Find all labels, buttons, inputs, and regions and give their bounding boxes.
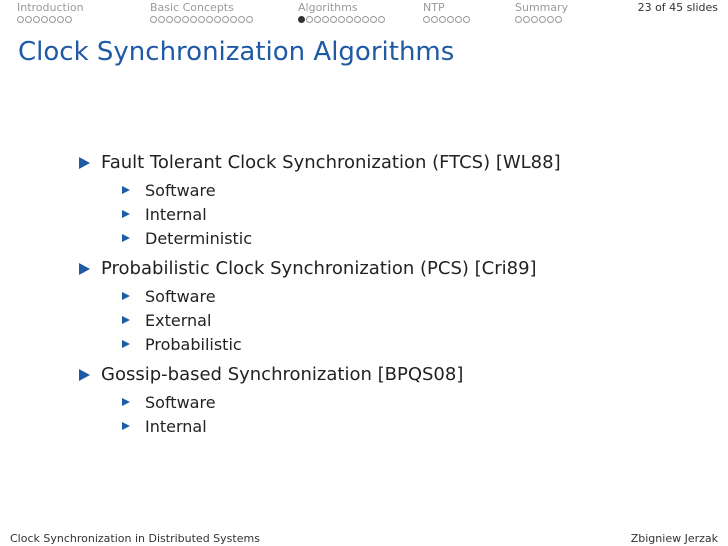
slide-dot[interactable] — [547, 16, 554, 23]
slide-dot[interactable] — [150, 16, 157, 23]
slide-dot[interactable] — [447, 16, 454, 23]
slide-dot[interactable] — [354, 16, 361, 23]
slide-dot[interactable] — [25, 16, 32, 23]
slide-dot[interactable] — [306, 16, 313, 23]
nav-dots[interactable] — [17, 16, 84, 23]
slide-dot[interactable] — [523, 16, 530, 23]
slide-dot[interactable] — [17, 16, 24, 23]
bullet-item: Gossip-based Synchronization [BPQS08] — [101, 364, 464, 385]
bullet-triangle-icon — [79, 157, 90, 169]
slide-dot[interactable] — [222, 16, 229, 23]
slide-dot[interactable] — [41, 16, 48, 23]
slide-dot[interactable] — [238, 16, 245, 23]
slide-dot[interactable] — [362, 16, 369, 23]
slide-dot[interactable] — [230, 16, 237, 23]
slide-dot[interactable] — [246, 16, 253, 23]
slide-dot[interactable] — [455, 16, 462, 23]
slide-dot[interactable] — [439, 16, 446, 23]
sub-bullet-triangle-icon — [122, 422, 130, 430]
bullet-item: Fault Tolerant Clock Synchronization (FTCS) [WL88] — [101, 152, 561, 173]
slide-counter: 23 of 45 slides — [637, 1, 718, 14]
sub-bullet-item: Internal — [145, 205, 207, 224]
slide-dot[interactable] — [33, 16, 40, 23]
slide-dot[interactable] — [198, 16, 205, 23]
slide-dot[interactable] — [322, 16, 329, 23]
slide-dot[interactable] — [174, 16, 181, 23]
slide-dot[interactable] — [330, 16, 337, 23]
nav-dots[interactable] — [423, 16, 470, 23]
slide-dot[interactable] — [463, 16, 470, 23]
sub-bullet-triangle-icon — [122, 398, 130, 406]
slide-dot[interactable] — [346, 16, 353, 23]
nav-label: Basic Concepts — [150, 1, 234, 14]
slide-dot[interactable] — [206, 16, 213, 23]
slide-dot[interactable] — [158, 16, 165, 23]
nav-section-algorithms[interactable] — [298, 1, 385, 23]
nav-dots[interactable] — [150, 16, 253, 23]
slide-dot[interactable] — [431, 16, 438, 23]
nav-label: Algorithms — [298, 1, 358, 14]
slide-dot[interactable] — [214, 16, 221, 23]
bullet-triangle-icon — [79, 369, 90, 381]
slide-dot[interactable] — [49, 16, 56, 23]
slide-dot[interactable] — [314, 16, 321, 23]
nav-section-ntp[interactable] — [423, 1, 470, 23]
nav-label: Summary — [515, 1, 569, 14]
slide-dot[interactable] — [190, 16, 197, 23]
slide-dot[interactable] — [423, 16, 430, 23]
bullet-triangle-icon — [79, 263, 90, 275]
slide-dot[interactable] — [555, 16, 562, 23]
slide-dot[interactable] — [338, 16, 345, 23]
slide-dot[interactable] — [539, 16, 546, 23]
slide-dot[interactable] — [378, 16, 385, 23]
sub-bullet-item: Software — [145, 181, 216, 200]
slide-dot[interactable] — [166, 16, 173, 23]
slide-dot[interactable] — [370, 16, 377, 23]
nav-section-introduction[interactable] — [17, 1, 84, 23]
bullet-item: Probabilistic Clock Synchronization (PCS) [Cri89] — [101, 258, 537, 279]
nav-label: NTP — [423, 1, 445, 14]
sub-bullet-triangle-icon — [122, 316, 130, 324]
slide-title: Clock Synchronization Algorithms — [18, 37, 455, 67]
sub-bullet-item: Software — [145, 393, 216, 412]
footer-author: Zbigniew Jerzak — [630, 532, 718, 545]
slide-dot[interactable] — [515, 16, 522, 23]
sub-bullet-item: Software — [145, 287, 216, 306]
slide-dot[interactable] — [531, 16, 538, 23]
sub-bullet-item: Probabilistic — [145, 335, 242, 354]
sub-bullet-triangle-icon — [122, 292, 130, 300]
sub-bullet-triangle-icon — [122, 210, 130, 218]
slide-dot[interactable] — [182, 16, 189, 23]
sub-bullet-triangle-icon — [122, 340, 130, 348]
nav-section-basic-concepts[interactable] — [150, 1, 253, 23]
nav-dots[interactable] — [515, 16, 568, 23]
sub-bullet-item: Internal — [145, 417, 207, 436]
nav-label: Introduction — [17, 1, 84, 14]
sub-bullet-triangle-icon — [122, 186, 130, 194]
current-slide-dot[interactable] — [298, 16, 305, 23]
slide-dot[interactable] — [65, 16, 72, 23]
sub-bullet-item: Deterministic — [145, 229, 253, 248]
sub-bullet-item: External — [145, 311, 212, 330]
nav-section-summary[interactable] — [515, 1, 568, 23]
slide-dot[interactable] — [57, 16, 64, 23]
footer-presentation-title: Clock Synchronization in Distributed Systems — [10, 532, 260, 545]
sub-bullet-triangle-icon — [122, 234, 130, 242]
nav-dots[interactable] — [298, 16, 385, 23]
